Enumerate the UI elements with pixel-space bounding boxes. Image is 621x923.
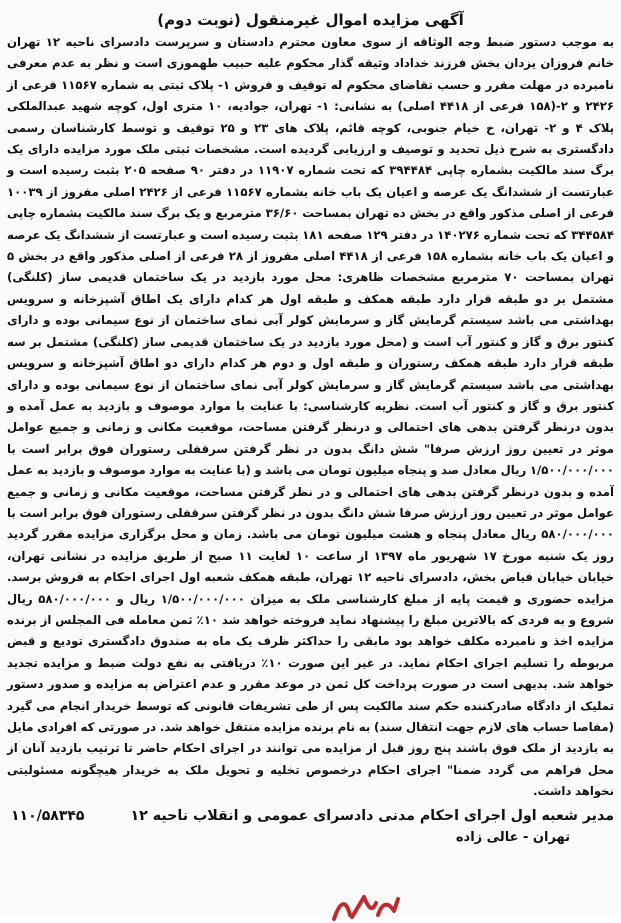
notice-title: آگهی مزایده اموال غیرمنقول (نوبت دوم) <box>157 11 464 29</box>
city-name-line: تهران - عالی زاده <box>455 829 570 845</box>
notice-footer <box>7 805 614 849</box>
notice-body: به موجب دستور ضبط وجه الوثاقه از سوی معاون محترم دادستان و سرپرست دادسرای ناحیه ۱۲ تهران خانم فروزان یزدان بخش فرزند خداداد وثیقه گذار محکوم علیه حبیب طهموزی است و نظر به عدم معرفی نامبرده در مهلت مقرر و حسب تقاضای محکوم له توقیف و فروش ۱- پلاک ثبتی به شماره ۱۱۵۶۷ فرعی از ۲۴۲۶ و ۲-(۱۵۸ فرعی از ۴۴۱۸ اصلی) به نشانی: ۱- تهران، جوادیه، ۱۰ متری اول، کوچه شهید عبدالملکی پلاک ۴ و ۲- تهران، خ خیام جنوبی، کوچه قائم، پلاک های ۲۳ و ۲۵ توقیف و توسط کارشناسان رسمی دادگستری به شرح ذیل تحدید و توصیف و ارزیابی گردیده است. مشخصات ثبتی ملک مورد مزایده دارای یک برگ سند مالکیت بشماره چاپی ۳۹۴۴۸۴ که تحت شماره ۱۱۹۰۷ در دفتر ۹۰ صفحه ۲۰۵ بثبت رسیده است و عبارتست از ششدانگ یک عرصه و اعیان یک باب خانه بشماره ۱۱۵۶۷ فرعی از ۲۴۲۶ اصلی مفروز از ۱۰۰۳۹ فرعی از اصلی مذکور واقع در بخش ده تهران بمساحت ۳۶/۶۰ مترمربع و یک برگ سند مالکیت بشماره چاپی ۳۴۴۵۸۴ که تحت شماره ۱۴۰۲۷۶ در دفتر ۱۲۹ صفحه ۱۸۱ بثبت رسیده است و عبارتست از ششدانگ یک عرصه و اعیان یک باب خانه بشماره ۱۵۸ فرعی از ۴۴۱۸ اصلی مفروز از ۲۸ فرعی از اصلی مذکور واقع در بخش ۵ تهران بمساحت ۷۰ مترمربع مشخصات ظاهری: محل مورد بازدید در یک ساختمان قدیمی ساز (کلنگی) مشتمل بر دو طبقه قرار دارد طبقه همکف و طبقه اول هر کدام دارای یک اطاق آشپزخانه و سرویس بهداشتی می باشد سیستم گرمایش گاز و سرمایش کولر آبی نمای ساختمان از نوع سیمانی بوده و دارای کنتور برق و گاز و کنتور آب است و (محل مورد بازدید در یک ساختمان قدیمی ساز (کلنگی) مشتمل بر سه طبقه قرار دارد طبقه همکف رستوران و طبقه اول و دوم هر کدام دارای دو اطاق آشپزخانه و سرویس بهداشتی می باشد سیستم گرمایش گاز و سرمایش کولر آبی نمای ساختمان از نوع سیمانی بوده و دارای کنتور برق و گاز و کنتور آب است. نظریه کارشناسی: با عنایت با موارد موصوف و بازدید به عمل آمده و بدون درنظر گرفتن بدهی های احتمالی و درنظر گرفتن مساحت، موقعیت مکانی و زمانی و جمیع عوامل موثر در تعیین روز ارزش صرفا" شش دانگ بدون در نظر گرفتن سرقفلی رستوران فوق برابر است با ۱/۵۰۰/۰۰۰/۰۰۰ ریال معادل صد و پنجاه میلیون تومان می باشد و (با عنایت به موارد موصوف و بازدید به عمل آمده و بدون درنظر گرفتن بدهی های احتمالی و در نظر گرفتن مساحت، موقعیت مکانی و زمانی و جمیع عوامل موثر در تعیین روز ارزش صرفا شش دانگ بدون در نظر گرفتن سرقفلی رستوران فوق برابر است با ۵۸۰/۰۰۰/۰۰۰ ریال معادل پنجاه و هشت میلیون تومان می باشد. زمان و محل برگزاری مزایده مقرر گردید روز یک شنبه مورخ ۱۷ شهریور ماه ۱۳۹۷ از ساعت ۱۰ لغایت ۱۱ صبح از طریق مزایده در نشانی تهران، خیابان خیابان فیاض بخش، دادسرای ناحیه ۱۲ تهران، طبقه همکف شعبه اول اجرای احکام به فروش برسد. مزایده حضوری و قیمت پایه از مبلغ کارشناسی ملک به میزان ۱/۵۰۰/۰۰۰/۰۰۰ ریال و ۵۸۰/۰۰۰/۰۰۰ ریال شروع و به فردی که بالاترین مبلغ را پیشنهاد نماید فروخته خواهد شد ۱۰٪ ثمن معامله فی المجلس از برنده مزایده اخذ و نامبرده مکلف خواهد بود مابقی را حداکثر ظرف یک ماه به صندوق دادگستری تودیع و قبض مربوطه را تسلیم اجرای احکام نماید. در غیر این صورت ۱۰٪ دریافتی به نفع دولت ضبط و مزایده تجدید خواهد شد. بدیهی است در صورت پرداخت کل ثمن در موعد مقرر و عدم اعتراض به مزایده و صدور دستور تملیک از دادگاه صادرکننده حکم سند مالکیت پس از طی تشریفات قانونی که توسط خریدار انجام می گیرد (مفاصا حساب های لازم جهت انتقال سند) به نام برنده مزایده منتقل خواهد شد. در صورتی که افرادی مایل به بازدید از ملک فوق باشند پنج روز قبل از مزایده می توانند در اجرای احکام حاضر تا ترتیب بازدید آنان از محل فراهم می گردد ضمنا" اجرای احکام درخصوص تخلیه و تحویل ملک به خریدار هیچگونه مسئولیتی نخواهد داشت. <box>7 35 615 799</box>
notice-code: ۱۱۰/۵۸۳۴۵ <box>11 807 85 824</box>
footer-signature-row <box>7 805 614 827</box>
signature-line: مدیر شعبه اول اجرای احکام مدنی دادسرای عمومی و انقلاب ناحیه ۱۲ <box>130 807 614 824</box>
